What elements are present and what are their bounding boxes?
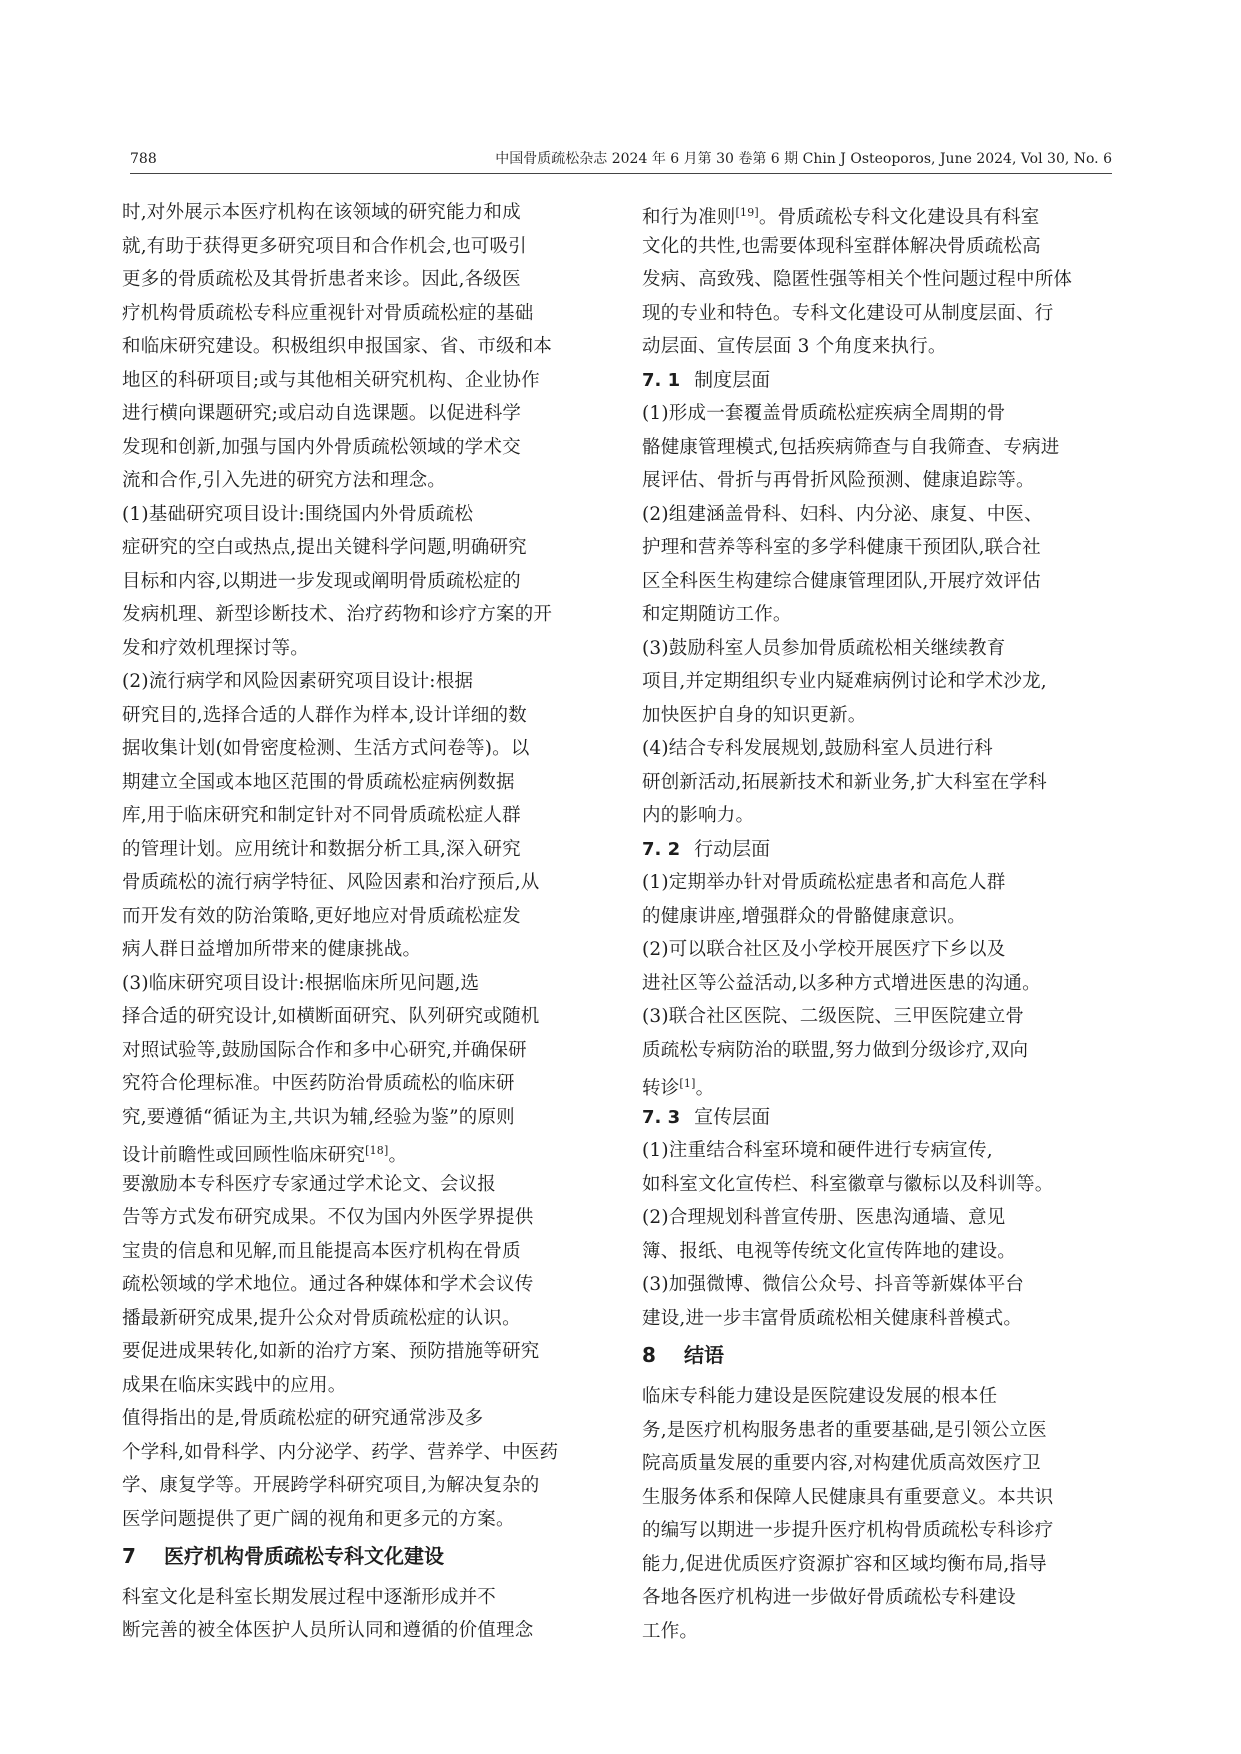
section-number: 8	[642, 1343, 656, 1367]
left-column	[122, 196, 592, 1647]
text-line	[642, 196, 1112, 229]
line-text: 项目,并定期组织专业内疑难病例讨论和学术沙龙,	[642, 671, 1047, 692]
line-text: 护理和营养等科室的多学科健康干预团队,联合社	[642, 537, 1041, 558]
line-text: (4)结合专科发展规划,鼓励科室人员进行科	[642, 738, 993, 759]
running-head	[130, 149, 1112, 169]
line-text: 发现和创新,加强与国内外骨质疏松领域的学术交	[122, 437, 521, 458]
text-line	[122, 1503, 592, 1536]
text-line	[122, 1134, 592, 1167]
line-text: 要激励本专科医疗专家通过学术论文、会议报	[122, 1174, 497, 1195]
text-line	[642, 766, 1112, 799]
line-text: 的健康讲座,增强群众的骨骼健康意识。	[642, 906, 966, 927]
text-line	[642, 1481, 1112, 1514]
text-line	[122, 297, 592, 330]
text-line	[642, 1414, 1112, 1447]
text-line	[122, 1469, 592, 1502]
text-line	[642, 1380, 1112, 1413]
line-text: 疏松领域的学术地位。通过各种媒体和学术会议传	[122, 1274, 534, 1295]
text-line	[642, 297, 1112, 330]
line-text: 工作。	[642, 1621, 699, 1642]
line-text: 簿、报纸、电视等传统文化宣传阵地的建设。	[642, 1241, 1017, 1262]
line-text: 动层面、宣传层面 3 个角度来执行。	[642, 336, 947, 357]
text-line	[122, 1000, 592, 1033]
line-text: (3)临床研究项目设计:根据临床所见问题,选	[122, 973, 480, 994]
text-line	[642, 1134, 1112, 1167]
text-line	[122, 263, 592, 296]
citation-marker: [1]	[679, 1077, 696, 1090]
line-text: 如科室文化宣传栏、科室徽章与徽标以及科训等。	[642, 1174, 1054, 1195]
text-line	[122, 498, 592, 531]
subsection-title: 宣传层面	[694, 1106, 771, 1128]
line-text: 就,有助于获得更多研究项目和合作机会,也可吸引	[122, 236, 527, 257]
line-text: 发病、高致残、隐匿性强等相关个性问题过程中所体	[642, 269, 1073, 290]
line-text: 个学科,如骨科学、内分泌学、药学、营养学、中医药	[122, 1442, 559, 1463]
line-text: 研究目的,选择合适的人群作为样本,设计详细的数	[122, 705, 527, 726]
line-text: (1)基础研究项目设计:围绕国内外骨质疏松	[122, 504, 474, 525]
line-text-after: 。骨质疏松专科文化建设具有科室	[758, 207, 1040, 229]
line-text: 择合适的研究设计,如横断面研究、队列研究或随机	[122, 1006, 540, 1027]
subsection-heading	[642, 1101, 1112, 1134]
line-text: 要促进成果转化,如新的治疗方案、预防措施等研究	[122, 1341, 540, 1362]
line-text: 值得指出的是,骨质疏松症的研究通常涉及多	[122, 1408, 484, 1429]
line-text: 骼健康管理模式,包括疾病筛查与自我筛查、专病进	[642, 437, 1060, 458]
text-line	[122, 431, 592, 464]
line-text: 地区的科研项目;或与其他相关研究机构、企业协作	[122, 370, 540, 391]
line-text: (3)加强微博、微信公众号、抖音等新媒体平台	[642, 1274, 1025, 1295]
text-line	[642, 799, 1112, 832]
text-line	[122, 632, 592, 665]
line-text: 现的专业和特色。专科文化建设可从制度层面、行	[642, 303, 1054, 324]
text-line	[642, 1548, 1112, 1581]
subsection-title: 制度层面	[694, 369, 771, 391]
text-line	[122, 1268, 592, 1301]
line-text: 宝贵的信息和见解,而且能提高本医疗机构在骨质	[122, 1241, 521, 1262]
text-line	[122, 766, 592, 799]
line-text: (2)合理规划科普宣传册、医患沟通墙、意见	[642, 1207, 1006, 1228]
text-line	[122, 464, 592, 497]
text-line	[122, 1436, 592, 1469]
text-line	[642, 531, 1112, 564]
text-line	[122, 833, 592, 866]
line-text: 流和合作,引入先进的研究方法和理念。	[122, 470, 446, 491]
line-text: 对照试验等,鼓励国际合作和多中心研究,并确保研	[122, 1040, 527, 1061]
line-text: (2)可以联合社区及小学校开展医疗下乡以及	[642, 939, 1006, 960]
text-line	[642, 732, 1112, 765]
line-text: 时,对外展示本医疗机构在该领域的研究能力和成	[122, 202, 521, 223]
text-line	[642, 900, 1112, 933]
line-text: 加快医护自身的知识更新。	[642, 705, 867, 726]
text-line	[122, 364, 592, 397]
text-line	[642, 1302, 1112, 1335]
line-text: 学、康复学等。开展跨学科研究项目,为解决复杂的	[122, 1475, 540, 1496]
text-line	[642, 431, 1112, 464]
line-text: 断完善的被全体医护人员所认同和遵循的价值理念	[122, 1620, 534, 1641]
line-text: 文化的共性,也需要体现科室群体解决骨质疏松高	[642, 236, 1041, 257]
text-line	[122, 933, 592, 966]
text-line	[122, 665, 592, 698]
text-line	[122, 967, 592, 1000]
line-text: 生服务体系和保障人民健康具有重要意义。本共识	[642, 1487, 1054, 1508]
line-text: 区全科医生构建综合健康管理团队,开展疗效评估	[642, 571, 1041, 592]
text-line	[122, 1302, 592, 1335]
page-number: 788	[130, 151, 157, 167]
subsection-title: 行动层面	[694, 838, 771, 860]
text-line	[122, 1335, 592, 1368]
text-line	[122, 799, 592, 832]
text-line	[642, 866, 1112, 899]
text-line	[642, 1168, 1112, 1201]
header-rule	[130, 173, 1112, 174]
text-line	[642, 1447, 1112, 1480]
line-text: 症研究的空白或热点,提出关键科学问题,明确研究	[122, 537, 527, 558]
subsection-heading	[642, 833, 1112, 866]
section-heading	[122, 1540, 592, 1573]
line-text: 成果在临床实践中的应用。	[122, 1375, 347, 1396]
text-line	[642, 330, 1112, 363]
line-text: 务,是医疗机构服务患者的重要基础,是引领公立医	[642, 1420, 1047, 1441]
citation-marker: [19]	[735, 206, 759, 219]
line-text: 的管理计划。应用统计和数据分析工具,深入研究	[122, 839, 521, 860]
subsection-number: 7. 3	[642, 1107, 681, 1128]
line-text: 发病机理、新型诊断技术、治疗药物和诊疗方案的开	[122, 604, 553, 625]
line-text: 库,用于临床研究和制定针对不同骨质疏松症人群	[122, 805, 521, 826]
section-number: 7	[122, 1544, 136, 1568]
line-text: 质疏松专病防治的联盟,努力做到分级诊疗,双向	[642, 1040, 1029, 1061]
line-text: 和行为准则	[642, 207, 736, 229]
text-line	[122, 1235, 592, 1268]
text-line	[122, 1402, 592, 1435]
line-text: 发和疗效机理探讨等。	[122, 638, 310, 659]
text-line	[642, 1268, 1112, 1301]
line-text: (2)组建涵盖骨科、妇科、内分泌、康复、中医、	[642, 504, 1043, 525]
text-line	[122, 1369, 592, 1402]
line-text: (3)鼓励科室人员参加骨质疏松相关继续教育	[642, 638, 1006, 659]
line-text: 更多的骨质疏松及其骨折患者来诊。因此,各级医	[122, 269, 521, 290]
text-line	[122, 1614, 592, 1647]
line-text: 内的影响力。	[642, 805, 755, 826]
text-line	[642, 632, 1112, 665]
text-line	[122, 598, 592, 631]
text-line	[642, 498, 1112, 531]
right-column	[642, 196, 1112, 1648]
text-line	[122, 1067, 592, 1100]
text-line	[642, 464, 1112, 497]
line-text: 能力,促进优质医疗资源扩容和区域均衡布局,指导	[642, 1554, 1047, 1575]
text-line	[642, 665, 1112, 698]
text-line	[122, 732, 592, 765]
line-text: 而开发有效的防治策略,更好地应对骨质疏松症发	[122, 906, 521, 927]
text-line	[642, 1235, 1112, 1268]
line-text: 骨质疏松的流行病学特征、风险因素和治疗预后,从	[122, 872, 540, 893]
text-line	[642, 967, 1112, 1000]
line-text: 科室文化是科室长期发展过程中逐渐形成并不	[122, 1587, 497, 1608]
text-line	[642, 565, 1112, 598]
line-text: (2)流行病学和风险因素研究项目设计:根据	[122, 671, 474, 692]
line-text: (1)形成一套覆盖骨质疏松症疾病全周期的骨	[642, 403, 1006, 424]
line-text: 院高质量发展的重要内容,对构建优质高效医疗卫	[642, 1453, 1041, 1474]
text-line	[642, 598, 1112, 631]
line-text: (3)联合社区医院、二级医院、三甲医院建立骨	[642, 1006, 1025, 1027]
subsection-heading	[642, 364, 1112, 397]
text-line	[642, 1615, 1112, 1648]
text-line	[122, 900, 592, 933]
line-text: 播最新研究成果,提升公众对骨质疏松症的认识。	[122, 1308, 521, 1329]
citation-marker: [18]	[365, 1144, 389, 1157]
line-text: 转诊	[642, 1078, 680, 1100]
text-line	[642, 397, 1112, 430]
line-text-after: 。	[695, 1078, 715, 1100]
line-text-after: 。	[388, 1145, 408, 1167]
section-title: 医疗机构骨质疏松专科文化建设	[164, 1544, 444, 1568]
text-line	[642, 933, 1112, 966]
line-text: 究符合伦理标准。中医药防治骨质疏松的临床研	[122, 1073, 515, 1094]
text-line	[642, 1034, 1112, 1067]
subsection-number: 7. 2	[642, 839, 681, 860]
line-text: 疗机构骨质疏松专科应重视针对骨质疏松症的基础	[122, 303, 534, 324]
text-line	[642, 1581, 1112, 1614]
line-text: 各地各医疗机构进一步做好骨质疏松专科建设	[642, 1587, 1017, 1608]
text-line	[642, 1067, 1112, 1100]
line-text: (1)注重结合科室环境和硬件进行专病宣传,	[642, 1140, 993, 1161]
line-text: 研创新活动,拓展新技术和新业务,扩大科室在学科	[642, 772, 1047, 793]
text-line	[642, 699, 1112, 732]
text-line	[642, 230, 1112, 263]
text-line	[122, 565, 592, 598]
text-line	[642, 263, 1112, 296]
text-line	[122, 230, 592, 263]
line-text: 和定期随访工作。	[642, 604, 792, 625]
text-line	[642, 1000, 1112, 1033]
text-line	[122, 1101, 592, 1134]
subsection-number: 7. 1	[642, 370, 681, 391]
line-text: 告等方式发布研究成果。不仅为国内外医学界提供	[122, 1207, 534, 1228]
line-text: 建设,进一步丰富骨质疏松相关健康科普模式。	[642, 1308, 1023, 1329]
text-line	[122, 699, 592, 732]
text-line	[122, 397, 592, 430]
journal-citation: 中国骨质疏松杂志 2024 年 6 月第 30 卷第 6 期 Chin J Osteoporos, June 2024, Vol 30, No. 6	[495, 151, 1112, 167]
line-text: 据收集计划(如骨密度检测、生活方式问卷等)。以	[122, 738, 530, 759]
line-text: 展评估、骨折与再骨折风险预测、健康追踪等。	[642, 470, 1035, 491]
text-line	[122, 866, 592, 899]
line-text: 设计前瞻性或回顾性临床研究	[122, 1145, 366, 1167]
section-heading	[642, 1339, 1112, 1372]
line-text: 病人群日益增加所带来的健康挑战。	[122, 939, 422, 960]
line-text: (1)定期举办针对骨质疏松症患者和高危人群	[642, 872, 1006, 893]
text-line	[122, 1581, 592, 1614]
line-text: 进社区等公益活动,以多种方式增进医患的沟通。	[642, 973, 1041, 994]
text-line	[122, 330, 592, 363]
line-text: 期建立全国或本地区范围的骨质疏松症病例数据	[122, 772, 515, 793]
line-text: 和临床研究建设。积极组织申报国家、省、市级和本	[122, 336, 553, 357]
text-line	[642, 1514, 1112, 1547]
text-line	[122, 531, 592, 564]
line-text: 的编写以期进一步提升医疗机构骨质疏松专科诊疗	[642, 1520, 1054, 1541]
line-text: 医学问题提供了更广阔的视角和更多元的方案。	[122, 1509, 515, 1530]
text-line	[122, 1034, 592, 1067]
text-line	[642, 1201, 1112, 1234]
text-line	[122, 196, 592, 229]
text-line	[122, 1201, 592, 1234]
text-line	[122, 1168, 592, 1201]
line-text: 目标和内容,以期进一步发现或阐明骨质疏松症的	[122, 571, 521, 592]
section-title: 结语	[684, 1343, 724, 1367]
line-text: 究,要遵循“循证为主,共识为辅,经验为鉴”的原则	[122, 1107, 515, 1128]
line-text: 进行横向课题研究;或启动自选课题。以促进科学	[122, 403, 522, 424]
line-text: 临床专科能力建设是医院建设发展的根本任	[642, 1386, 998, 1407]
